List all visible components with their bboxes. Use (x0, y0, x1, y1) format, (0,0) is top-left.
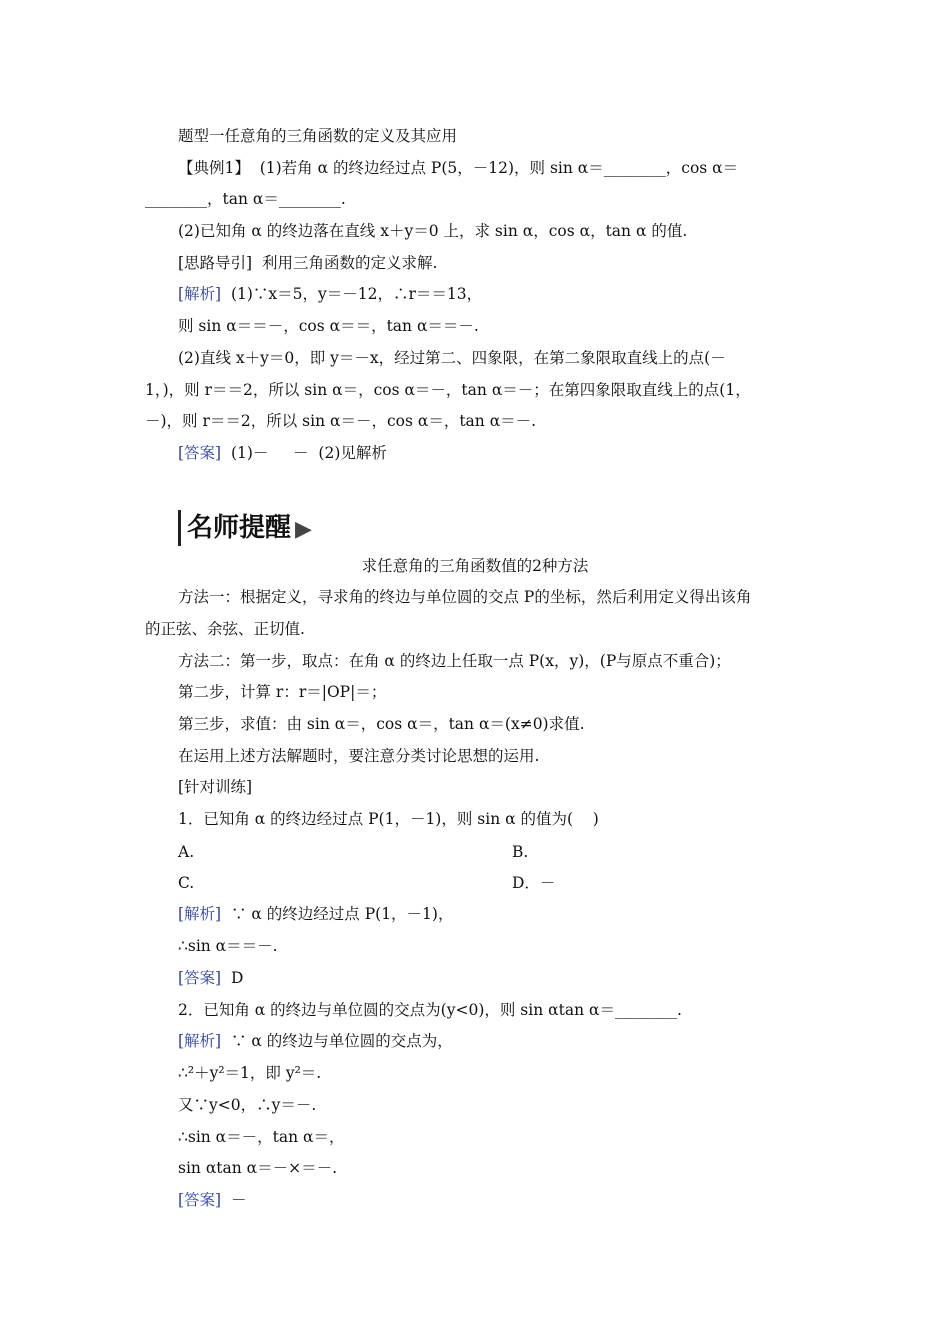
option-a: A. (178, 843, 195, 861)
q2-solution-tag: [解析] (178, 1032, 222, 1050)
q1-answer-tag: [答案] (178, 969, 222, 987)
solution-line-5: －)，则 r＝＝2，所以 sin α＝－，cos α＝，tan α＝－. (145, 412, 537, 430)
example-question-1: (1)若角 α 的终边经过点 P(5，－12)，则 sin α＝________，cos α＝ (249, 159, 739, 177)
solution-line-2: 则 sin α＝＝－，cos α＝＝，tan α＝＝－. (178, 317, 479, 335)
option-b: B. (512, 843, 529, 861)
solution-line-3: (2)直线 x＋y＝0，即 y＝－x，经过第二、四象限，在第二象限取直线上的点(－ (178, 349, 726, 367)
q2-solution-line-2: ∴²＋y²＝1，即 y²＝. (178, 1064, 322, 1082)
tip-header-label: 名师提醒 (187, 513, 292, 543)
practice-label: [针对训练] (178, 778, 253, 796)
q1-solution-text: ∵ α 的终边经过点 P(1，－1)， (221, 905, 454, 923)
answer-text: (1)－ － (2)见解析 (221, 444, 387, 462)
example-line-1 (178, 157, 738, 179)
solution-text-1: (1)∵x＝5，y＝－12，∴r＝＝13， (221, 285, 483, 303)
q2-solution-text: ∵ α 的终边与单位圆的交点为， (221, 1032, 453, 1050)
example-question-2: (2)已知角 α 的终边落在直线 x＋y＝0 上，求 sin α，cos α，tan α 的值. (178, 222, 688, 240)
method-1a: 方法一：根据定义，寻求角的终边与单位圆的交点 P的坐标，然后利用定义得出该角 (178, 588, 752, 606)
q2-solution-line-4: ∴sin α＝－，tan α＝， (178, 1128, 345, 1146)
method-2: 方法二：第一步，取点：在角 α 的终边上任取一点 P(x，y)，(P与原点不重合)； (178, 652, 731, 670)
hint-line: [思路导引] 利用三角函数的定义求解. (178, 254, 438, 272)
q1-solution-line-2: ∴sin α＝＝－. (178, 937, 278, 955)
q2-answer-text: － (221, 1191, 247, 1209)
tip-title: 求任意角的三角函数值的2种方法 (361, 557, 589, 575)
solution-line-4: 1，)，则 r＝＝2，所以 sin α＝，cos α＝－，tan α＝－；在第四象限取直线上的点(1， (145, 381, 751, 399)
solution-line-1 (178, 283, 482, 305)
option-c: C. (178, 874, 195, 892)
question-2: 2．已知角 α 的终边与单位圆的交点为(y<0)，则 sin αtan α＝________. (178, 1001, 682, 1019)
q1-answer-text: D (221, 969, 244, 987)
q1-solution-line-1 (178, 903, 453, 925)
question-1: 1．已知角 α 的终边经过点 P(1，－1)，则 sin α 的值为( ) (178, 810, 599, 828)
q2-solution-line-1 (178, 1030, 453, 1052)
q2-answer-line (178, 1189, 246, 1211)
q2-answer-tag: [答案] (178, 1191, 222, 1209)
example-tag: 【典例1】 (178, 159, 250, 177)
option-d: D．－ (512, 874, 556, 892)
q1-solution-tag: [解析] (178, 905, 222, 923)
method-step-2: 第二步，计算 r：r＝|OP|＝； (178, 683, 387, 701)
example-line-2: ________，tan α＝________. (145, 190, 346, 208)
triangle-right-icon: ▶ (295, 517, 312, 542)
q1-answer-line (178, 967, 243, 989)
tip-header (178, 510, 312, 546)
answer-line (178, 442, 387, 464)
q2-solution-line-3: 又∵y<0，∴y＝－. (178, 1096, 317, 1114)
method-note: 在运用上述方法解题时，要注意分类讨论思想的运用. (178, 747, 540, 765)
answer-tag: [答案] (178, 444, 222, 462)
method-1b: 的正弦、余弦、正切值. (145, 620, 305, 638)
section-title: 题型一任意角的三角函数的定义及其应用 (178, 127, 458, 145)
solution-tag: [解析] (178, 285, 222, 303)
q2-solution-line-5: sin αtan α＝－×＝－. (178, 1159, 338, 1177)
method-step-3: 第三步，求值：由 sin α＝，cos α＝，tan α＝(x≠0)求值. (178, 715, 585, 733)
